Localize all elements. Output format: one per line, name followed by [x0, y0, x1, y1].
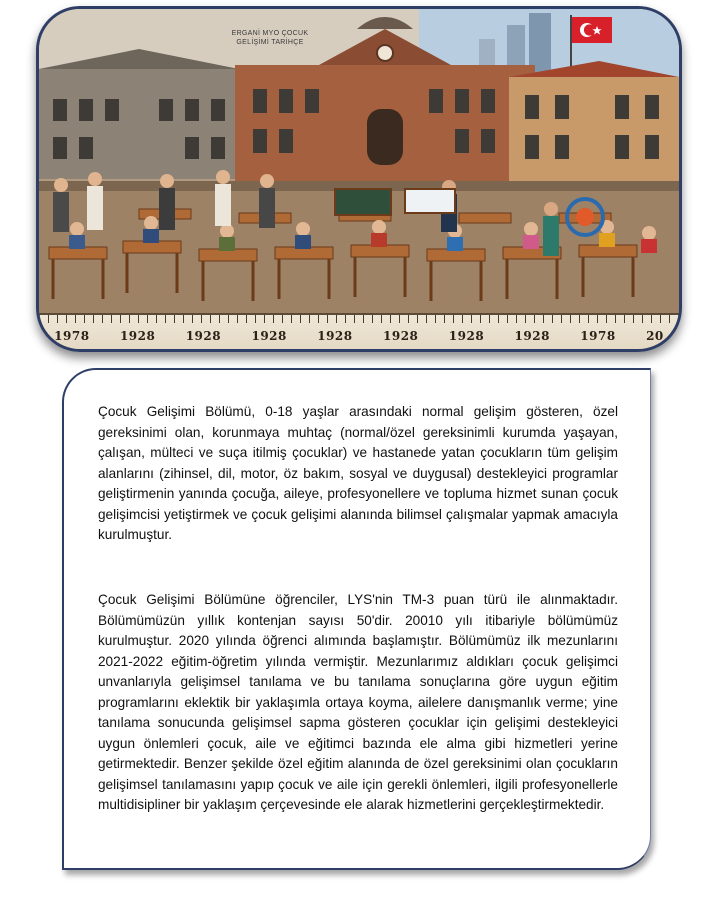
- timeline-year: 1928: [448, 329, 485, 343]
- timeline-year: 20: [646, 329, 664, 343]
- colorful-building-right: [509, 77, 679, 187]
- clock-icon: [377, 45, 393, 61]
- school-history-illustration: [36, 6, 682, 352]
- ruler-ticks: [39, 315, 679, 323]
- illustration-caption: [215, 29, 325, 47]
- timeline-year: 1978: [54, 329, 90, 343]
- timeline-year: 1928: [514, 329, 550, 343]
- timeline-year: 1928: [119, 329, 156, 343]
- timeline-year: 1978: [580, 329, 616, 343]
- timeline-year: 1928: [383, 329, 419, 343]
- timeline-years: [39, 325, 679, 347]
- caption-line-1: ERGANİ MYO ÇOCUK: [231, 30, 309, 37]
- whiteboard: [405, 189, 455, 213]
- globe-center: [576, 208, 594, 226]
- timeline-year: 1928: [317, 329, 353, 343]
- timeline-year: 1928: [251, 329, 287, 343]
- caption-line-2: GELİŞİMİ TARİHÇE: [236, 39, 304, 46]
- department-purpose-paragraph: Çocuk Gelişimi Bölümü, 0-18 yaşlar arasındaki normal gelişim gösteren, özel gereksinimi olan, korunmaya muhtaç (normal/özel gereksinimli kurumda yaşayan, çalışan, mülteci ve suça itilmiş çocuklar) ve hastanede yatan çocukların tüm gelişim alanlarını (zihinsel, dil, motor, öz bakım, sosyal ve duygusal) destekleyici programlar geliştirmenin yanında çocuğa, aileye, profesyonellere ve topluma hizmet sunan çocuk gelişimcisi yetiştirmek ve çocuk gelişimi alanında bilimsel çalışmalar yapmak amacıyla kurulmuştur.: [98, 404, 618, 542]
- main-door: [367, 109, 403, 165]
- illustration-scene: [39, 9, 679, 349]
- department-admission-paragraph: Çocuk Gelişimi Bölümüne öğrenciler, LYS'nin TM-3 puan türü ile alınmaktadır. Bölümümüzün yıllık kontenjan sayısı 50'dir. 20010 yılı itibariyle bölümümüz kurulmuştur. 2020 yılında öğrenci alımında başlamıştır. Bölümümüz ilk mezunlarını 2021-2022 eğitim-öğretim yılında vermiştir. Mezunlarımız aldıkları çocuk gelişimci unvanlarıyla gelişimsel tanılama ve bu tanılama sonuçlarına göre uygun eğitim programlarını eklektik bir yaklaşımla ortaya koyma, ailelere danışmanlık verme; yine tanılama sonucunda gelişimsel sapma gösteren çocuklar için gelişimi destekleyici uygun önlemleri çocuk, aile ve eğitimci bazında ele alma gibi hizmetleri yerine getirmektedir. Benzer şekilde özel eğitim alanında de özel gereksinimi olan çocukların gelişimsel tanılamasını yapıp çocuk ve aile için gerekli önlemleri, ilgili profesyonellerle multidisipliner bir yaklaşım çerçevesinde ele alarak hizmetlerini gerçekleştirmektedir.: [98, 592, 618, 812]
- department-info-card: [62, 368, 651, 870]
- timeline-year: 1928: [185, 329, 222, 343]
- timeline-ruler: [39, 313, 679, 349]
- old-building-left: [39, 69, 239, 179]
- chalkboard: [335, 189, 391, 215]
